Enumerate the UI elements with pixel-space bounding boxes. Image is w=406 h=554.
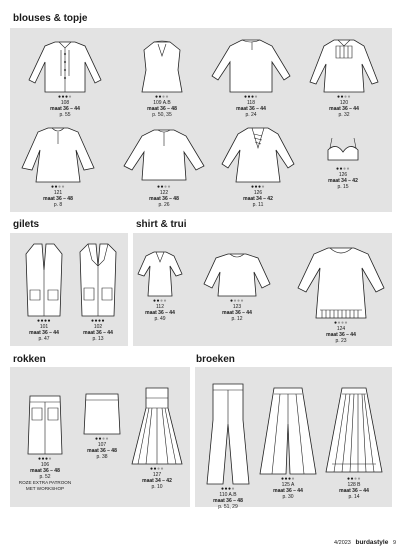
difficulty-dot-empty: ● bbox=[102, 436, 106, 442]
extra-pattern-note: ROZE EXTRA PATROON bbox=[18, 480, 72, 485]
pattern-number: 126 bbox=[253, 190, 263, 196]
difficulty-dot-empty: ● bbox=[163, 298, 168, 304]
difficulty-dot-filled: ● bbox=[47, 318, 52, 324]
difficulty-dot-filled: ● bbox=[160, 184, 164, 190]
pattern-110[interactable] bbox=[205, 380, 251, 510]
section-title-rokken: rokken bbox=[13, 354, 46, 365]
pattern-size: maat 36 – 48 bbox=[149, 196, 179, 202]
difficulty-dot-empty: ● bbox=[233, 298, 237, 304]
difficulty-dot-filled: ● bbox=[44, 318, 48, 324]
difficulty-dot-filled: ● bbox=[250, 184, 255, 190]
pattern-size: maat 34 – 42 bbox=[142, 478, 172, 484]
difficulty-dot-empty: ● bbox=[343, 166, 347, 172]
difficulty-dot-empty: ● bbox=[162, 94, 166, 100]
difficulty-dot-filled: ● bbox=[340, 94, 344, 100]
shirt-112-drawing bbox=[136, 248, 184, 298]
pattern-109[interactable] bbox=[122, 36, 202, 118]
difficulty-dot-filled: ● bbox=[247, 94, 251, 100]
sweater-123-drawing bbox=[202, 248, 272, 298]
difficulty-dot-filled: ● bbox=[152, 298, 157, 304]
pattern-number: 101 bbox=[39, 324, 49, 330]
pattern-page: p. 12 bbox=[231, 316, 243, 322]
difficulty-dot-empty: ● bbox=[105, 436, 110, 442]
tunic-126-drawing bbox=[218, 124, 298, 184]
pattern-page: p. 26 bbox=[158, 202, 170, 208]
pattern-size: maat 36 – 48 bbox=[87, 448, 117, 454]
difficulty-dot-filled: ● bbox=[333, 320, 338, 326]
pattern-size: maat 36 – 48 bbox=[213, 498, 243, 504]
pattern-106[interactable] bbox=[14, 392, 76, 491]
difficulty-dot-empty: ● bbox=[341, 320, 345, 326]
difficulty-dot-filled: ● bbox=[40, 318, 44, 324]
skirt-106-drawing bbox=[14, 392, 76, 456]
pattern-number: 110 A.B bbox=[219, 492, 237, 498]
pattern-size: maat 34 – 42 bbox=[243, 196, 273, 202]
blouse-122-drawing bbox=[120, 124, 208, 184]
skirt-107-drawing bbox=[80, 388, 124, 436]
difficulty-dot-empty: ● bbox=[347, 94, 352, 100]
difficulty-dot-empty: ● bbox=[61, 184, 66, 190]
pattern-112[interactable] bbox=[136, 248, 184, 322]
difficulty-dot-empty: ● bbox=[165, 94, 170, 100]
pattern-number: 106 bbox=[40, 462, 50, 468]
pattern-page: p. 49 bbox=[154, 316, 166, 322]
pattern-size: maat 36 – 44 bbox=[273, 488, 303, 494]
pattern-118[interactable] bbox=[206, 36, 296, 118]
brand-logo: burdastyle bbox=[355, 539, 389, 546]
difficulty-dot-empty: ● bbox=[261, 184, 266, 190]
pattern-size: maat 36 – 44 bbox=[329, 106, 359, 112]
difficulty-dot-filled: ● bbox=[350, 476, 354, 482]
difficulty-dot-empty: ● bbox=[157, 466, 161, 472]
pattern-size: maat 36 – 48 bbox=[30, 468, 60, 474]
difficulty-dot-filled: ● bbox=[57, 94, 62, 100]
difficulty-dot-empty: ● bbox=[354, 476, 358, 482]
top-109-drawing bbox=[122, 36, 202, 94]
difficulty-dot-empty: ● bbox=[291, 476, 296, 482]
pattern-123[interactable] bbox=[202, 248, 272, 322]
difficulty-dot-filled: ● bbox=[284, 476, 288, 482]
pattern-size: maat 36 – 44 bbox=[145, 310, 175, 316]
pattern-page: p. 23 bbox=[335, 338, 347, 344]
difficulty-dot-empty: ● bbox=[68, 94, 73, 100]
pattern-page: p. 10 bbox=[151, 484, 163, 490]
pattern-size: maat 36 – 48 bbox=[43, 196, 73, 202]
gilet-102-drawing bbox=[74, 240, 122, 318]
difficulty-dot-empty: ● bbox=[346, 166, 351, 172]
pattern-number: 121 bbox=[53, 190, 63, 196]
difficulty-dot-filled: ● bbox=[243, 94, 248, 100]
difficulty-dot-filled: ● bbox=[229, 298, 234, 304]
pattern-page: p. 47 bbox=[38, 336, 50, 342]
pattern-124[interactable] bbox=[296, 244, 386, 344]
difficulty-dot-filled: ● bbox=[45, 456, 49, 462]
pattern-number: 102 bbox=[93, 324, 103, 330]
difficulty-dot-filled: ● bbox=[156, 184, 161, 190]
difficulty-dot-filled: ● bbox=[339, 166, 343, 172]
pattern-107[interactable] bbox=[80, 388, 124, 460]
blouse-118-drawing bbox=[206, 36, 296, 94]
pattern-size: maat 36 – 44 bbox=[236, 106, 266, 112]
difficulty-dot-empty: ● bbox=[237, 298, 241, 304]
pattern-number: 118 bbox=[247, 100, 255, 106]
difficulty-dot-filled: ● bbox=[258, 184, 262, 190]
pattern-page: p. 8 bbox=[53, 202, 63, 208]
difficulty-dot-filled: ● bbox=[54, 184, 58, 190]
pattern-page: p. 38 bbox=[96, 454, 108, 460]
skirt-128-drawing bbox=[324, 384, 384, 476]
difficulty-dot-filled: ● bbox=[90, 318, 95, 324]
pattern-126-tunic[interactable] bbox=[218, 124, 298, 208]
pattern-page: p. 15 bbox=[337, 184, 349, 190]
pattern-number: 108 bbox=[60, 100, 70, 106]
difficulty-dot-filled: ● bbox=[288, 476, 292, 482]
difficulty-dot-filled: ● bbox=[101, 318, 106, 324]
difficulty-dot-empty: ● bbox=[357, 476, 362, 482]
pattern-108[interactable] bbox=[25, 36, 105, 118]
pattern-number: 126 bbox=[338, 172, 348, 178]
gilet-101-drawing bbox=[20, 240, 68, 318]
difficulty-dot-empty: ● bbox=[344, 94, 348, 100]
workshop-note: MET WORKSHOP bbox=[25, 485, 65, 491]
bralette-126-drawing bbox=[318, 136, 368, 166]
section-title-shirt: shirt & trui bbox=[136, 219, 187, 230]
difficulty-dot-filled: ● bbox=[50, 184, 55, 190]
pattern-102[interactable] bbox=[74, 240, 122, 342]
dress-124-drawing bbox=[296, 244, 386, 320]
difficulty-dot-filled: ● bbox=[98, 436, 102, 442]
pattern-size: maat 36 – 44 bbox=[339, 488, 369, 494]
difficulty-dot-filled: ● bbox=[41, 456, 45, 462]
pattern-number: 124 bbox=[336, 326, 346, 332]
pattern-number: 127 bbox=[152, 472, 162, 478]
pattern-number: 128 B bbox=[347, 482, 361, 488]
pattern-number: 123 bbox=[232, 304, 242, 310]
pattern-size: maat 36 – 44 bbox=[29, 330, 59, 336]
pattern-page: p. 11 bbox=[252, 202, 264, 208]
pattern-number: 125 A bbox=[281, 482, 295, 488]
difficulty-dot-filled: ● bbox=[156, 298, 160, 304]
difficulty-dot-filled: ● bbox=[98, 318, 102, 324]
pattern-122[interactable] bbox=[120, 124, 208, 208]
difficulty-dot-empty: ● bbox=[160, 466, 165, 472]
pattern-size: maat 36 – 44 bbox=[50, 106, 80, 112]
pattern-size: maat 36 – 44 bbox=[326, 332, 356, 338]
difficulty-dot-filled: ● bbox=[36, 318, 41, 324]
difficulty-dot-filled: ● bbox=[149, 466, 154, 472]
pattern-127[interactable] bbox=[126, 384, 188, 490]
difficulty-dot-filled: ● bbox=[153, 466, 157, 472]
pattern-page: p. 32 bbox=[338, 112, 350, 118]
pattern-120[interactable] bbox=[304, 36, 384, 118]
pattern-size: maat 36 – 44 bbox=[83, 330, 113, 336]
difficulty-dot-filled: ● bbox=[61, 94, 65, 100]
pattern-page: p. 51, 29 bbox=[218, 504, 238, 510]
difficulty-dot-filled: ● bbox=[37, 456, 42, 462]
difficulty-dot-empty: ● bbox=[58, 184, 62, 190]
pattern-size: maat 34 – 42 bbox=[328, 178, 358, 184]
difficulty-dot-filled: ● bbox=[220, 486, 225, 492]
difficulty-dot-empty: ● bbox=[231, 486, 236, 492]
pattern-page: p. 14 bbox=[348, 494, 360, 500]
pattern-page: p. 52 bbox=[39, 474, 51, 480]
difficulty-dot-filled: ● bbox=[228, 486, 232, 492]
difficulty-dot-filled: ● bbox=[346, 476, 351, 482]
section-title-broeken: broeken bbox=[196, 354, 235, 365]
difficulty-dot-empty: ● bbox=[164, 184, 168, 190]
pattern-page: p. 50, 35 bbox=[152, 112, 172, 118]
difficulty-dot-empty: ● bbox=[160, 298, 164, 304]
trousers-110-drawing bbox=[205, 380, 251, 486]
difficulty-dot-filled: ● bbox=[65, 94, 69, 100]
difficulty-dot-empty: ● bbox=[344, 320, 349, 326]
pattern-number: 120 bbox=[339, 100, 349, 106]
pattern-page: p. 55 bbox=[59, 112, 71, 118]
tunic-121-drawing bbox=[18, 124, 98, 184]
difficulty-dot-filled: ● bbox=[154, 94, 159, 100]
difficulty-dot-empty: ● bbox=[48, 456, 53, 462]
difficulty-dot-filled: ● bbox=[254, 184, 258, 190]
difficulty-dot-empty: ● bbox=[254, 94, 259, 100]
issue-number: 4/2023 bbox=[334, 540, 351, 546]
section-title-blouses: blouses & topje bbox=[13, 13, 88, 24]
culottes-125-drawing bbox=[258, 384, 318, 476]
pattern-number: 122 bbox=[159, 190, 169, 196]
page-footer bbox=[334, 539, 396, 546]
pattern-page: p. 13 bbox=[92, 336, 104, 342]
difficulty-dot-filled: ● bbox=[251, 94, 255, 100]
pattern-126-top[interactable] bbox=[318, 136, 368, 190]
difficulty-dot-filled: ● bbox=[335, 166, 340, 172]
pattern-size: maat 36 – 48 bbox=[147, 106, 177, 112]
pattern-page: p. 24 bbox=[245, 112, 257, 118]
pattern-number: 112 bbox=[156, 304, 164, 310]
difficulty-dot-filled: ● bbox=[336, 94, 341, 100]
pattern-128[interactable] bbox=[324, 384, 384, 500]
difficulty-dot-filled: ● bbox=[94, 436, 99, 442]
difficulty-dot-filled: ● bbox=[158, 94, 162, 100]
pattern-number: 109 A.B bbox=[153, 100, 171, 106]
blouse-108-drawing bbox=[25, 36, 105, 94]
pattern-size: maat 36 – 44 bbox=[222, 310, 252, 316]
skirt-127-drawing bbox=[126, 384, 188, 466]
difficulty-dot-filled: ● bbox=[224, 486, 228, 492]
difficulty-dot-empty: ● bbox=[337, 320, 341, 326]
page-number: 9 bbox=[392, 540, 396, 546]
difficulty-dot-empty: ● bbox=[167, 184, 172, 190]
pattern-121[interactable] bbox=[18, 124, 98, 208]
difficulty-dot-filled: ● bbox=[280, 476, 285, 482]
difficulty-dot-empty: ● bbox=[240, 298, 245, 304]
pattern-101[interactable] bbox=[20, 240, 68, 342]
pattern-number: 107 bbox=[97, 442, 107, 448]
pattern-page: p. 30 bbox=[282, 494, 294, 500]
section-title-gilets: gilets bbox=[13, 219, 40, 230]
blouse-120-drawing bbox=[304, 36, 384, 94]
difficulty-dot-filled: ● bbox=[94, 318, 98, 324]
pattern-125[interactable] bbox=[258, 384, 318, 500]
